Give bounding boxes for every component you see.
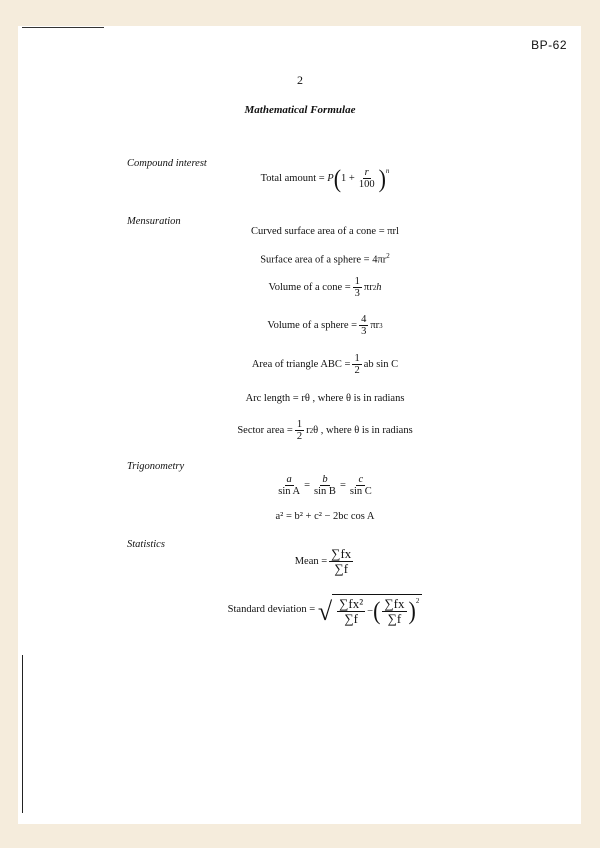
formula-cone-curved-area: Curved surface area of a cone = πrl <box>251 226 399 237</box>
top-rule <box>22 27 104 28</box>
section-compound-interest: Compound interest <box>127 158 207 169</box>
formula-total-amount: Total amount = P ( 1 + $\frac{r}{100}$ ) n <box>260 163 390 193</box>
square-root: √ $\frac{\text{∑fx²}}{\sum f}$ − ( $\frac{\sum fx}{\sum f}$ ) 2 <box>318 594 422 625</box>
formula-cosine-rule: a² = b² + c² − 2bc cos A <box>275 511 375 522</box>
formula-sector-area: Sector area = $\frac{1}{2}$ r 2 θ , where θ is in radians <box>237 419 413 443</box>
document-code: BP-62 <box>531 38 567 52</box>
formula-cone-volume: Volume of a cone = $\frac{1}{3}$ πr 2 h <box>268 276 382 300</box>
section-mensuration: Mensuration <box>127 216 181 227</box>
formula-triangle-area: Area of triangle ABC = $\frac{1}{2}$ ab sin C <box>251 353 399 377</box>
page-title: Mathematical Formulae <box>244 104 356 116</box>
formula-arc-length: Arc length = rθ , where θ is in radians <box>245 393 405 404</box>
formula-standard-deviation: Standard deviation = √ $\frac{\text{∑fx²}}{\sum f}$ − ( $\frac{\sum fx}{\sum f}$ ) 2 <box>0 594 600 625</box>
formula-sphere-surface-area: Surface area of a sphere = $4\pi r^2$ <box>260 252 390 266</box>
formula-sine-rule: $\frac{a}{\text{sin A}}$ = $\frac{b}{\text{sin B}}$ = $\frac{c}{\text{sin C}}$ <box>278 474 372 498</box>
page-number: 2 <box>297 73 303 87</box>
fraction-r-over-100: $\frac{r}{100}$ <box>358 167 375 191</box>
formula-sphere-volume: Volume of a sphere = $\frac{4}{3}$ πr 3 <box>267 314 383 338</box>
left-margin-rule <box>22 655 23 813</box>
section-trigonometry: Trigonometry <box>127 461 185 472</box>
section-statistics: Statistics <box>127 539 165 550</box>
formula-mean: Mean = $\frac{\sum fx}{\sum f}$ <box>294 546 352 576</box>
